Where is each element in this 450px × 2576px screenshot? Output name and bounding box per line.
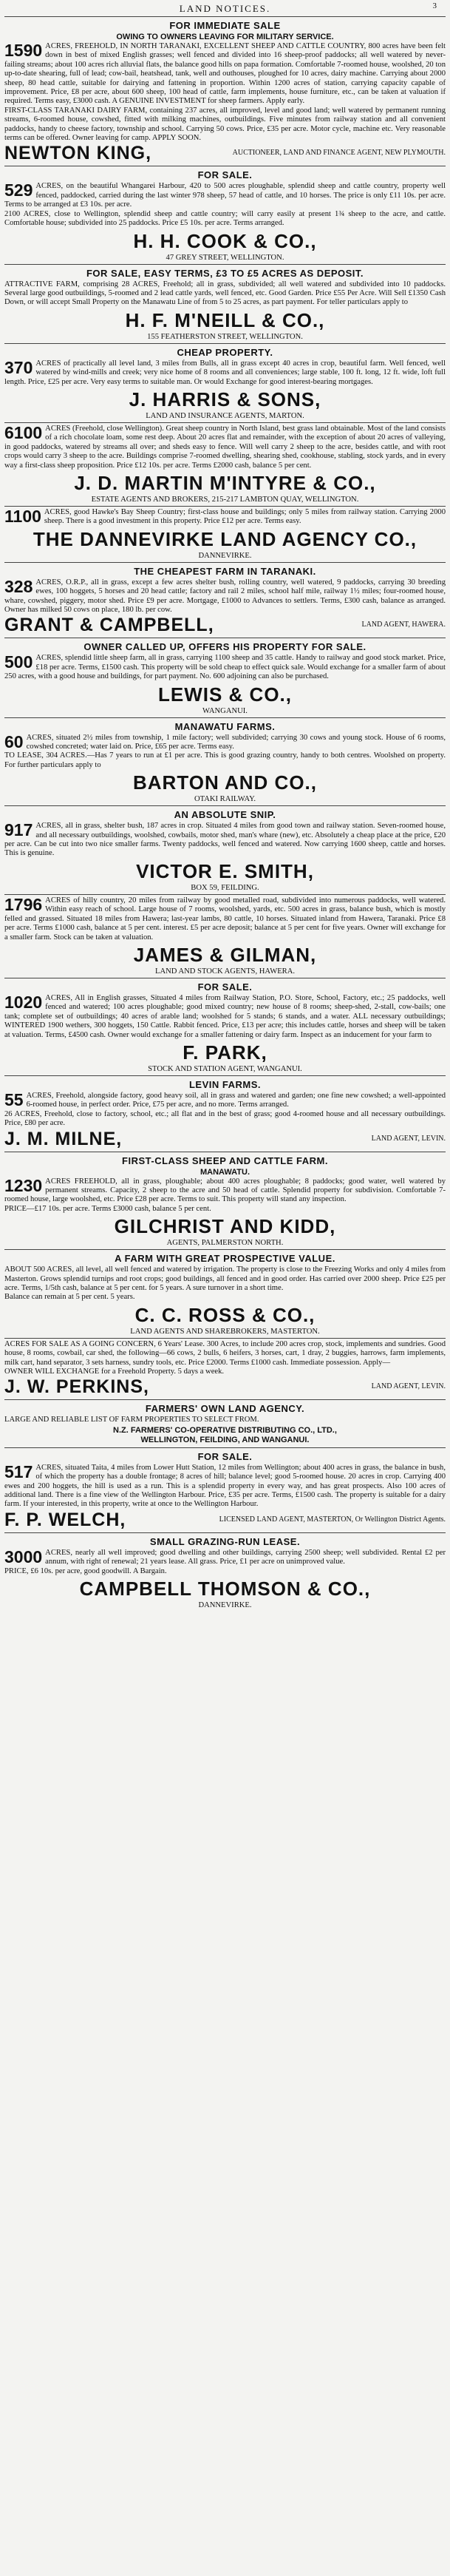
agent-name: GILCHRIST AND KIDD,	[114, 1215, 336, 1238]
agent-name: VICTOR E. SMITH,	[136, 859, 314, 882]
ad-heading: FOR SALE.	[197, 169, 253, 181]
ad-body	[4, 359, 446, 387]
ad-body	[4, 654, 446, 681]
agent-name: F. P. WELCH,	[4, 1509, 126, 1530]
ad-body	[4, 1089, 446, 1110]
ad-acreage: 1590	[4, 41, 43, 60]
agent-address: AGENTS, PALMERSTON NORTH.	[166, 1239, 284, 1248]
agent-address: LAND AGENT, HAWERA.	[361, 621, 446, 629]
agent-address: DANNEVIRKE.	[198, 1601, 252, 1610]
agent-name: J. D. MARTIN M'INTYRE & CO.,	[74, 471, 376, 494]
land-advertisement	[4, 506, 446, 562]
ad-acreage: 500	[4, 652, 33, 672]
ad-extra: N.Z. FARMERS' CO-OPERATIVE DISTRIBUTING CO., LTD.,	[113, 1425, 337, 1435]
agent-address: OTAKI RAILWAY.	[194, 795, 256, 804]
ad-body	[4, 1546, 446, 1567]
ad-extra: PRICE, £6 10s. per acre, good goodwill. A Bargain.	[4, 1566, 167, 1575]
ad-text: ACRES FREEHOLD, all in grass, ploughable; about 400 acres ploughable; 8 paddocks; good water, well watered by permanent streams. Capacity, 2 sheep to the acre and 50 head of cattle. Splendid property for subdivision. Comfortable 7-roomed house, large woolshed, etc. Price £28 per acre. Terms to suit. This property will stand any inspection.	[4, 1177, 446, 1204]
agent-address: DANNEVIRKE.	[198, 551, 252, 560]
ad-extra: 26 ACRES, Freehold, close to factory, school, etc.; all flat and in the best of grass; good 4-roomed house and all necessary outbuildings. Price, £80 per acre.	[4, 1109, 446, 1128]
ad-extra: TO LEASE, 304 ACRES.—Has 7 years to run at £1 per acre. This is good grazing country, handy to both centres. Woolshed on property. For further particulars apply to	[4, 751, 446, 769]
ad-acreage: 370	[4, 357, 33, 377]
ad-body	[4, 731, 446, 752]
agent-address: LAND AND INSURANCE AGENTS, MARTON.	[146, 411, 304, 420]
agent-address: LAND AGENTS AND SHAREBROKERS, MASTERTON.	[130, 1327, 320, 1336]
ad-acreage: 1230	[4, 1175, 43, 1195]
ad-text: ATTRACTIVE FARM, comprising 28 ACRES, Freehold; all in grass, subdivided; all well watered and subdivided into 10 paddocks. Several large good outbuildings, 5-roomed and 2 lead cattle yards, well fenced, etc. Good Garden. Price £55 Per Acre. Will Sell £1350 Cash Down, or will accept Small Property on the Manawatu Line of from 5 to 25 acres, as part payment. For teller particulars apply to	[4, 280, 446, 307]
ad-heading: FIRST-CLASS SHEEP AND CATTLE FARM.	[122, 1155, 328, 1166]
agent-name: H. H. COOK & CO.,	[133, 229, 317, 252]
ad-body	[4, 1177, 446, 1205]
ad-body	[4, 578, 446, 615]
ad-acreage: 1796	[4, 894, 43, 914]
ad-text: ABOUT 500 ACRES, all level, all well fenced and watered by irrigation. The property is close to the Freezing Works and only 4 miles from Masterton. Grows splendid turnips and root crops; good buildings, all fenced and in good order. Has carried over 2000 sheep. Price £25 per acre. Terms, 1/5th cash, balance at 5 per cent. for 5 years. A sure turnover in a short time.	[4, 1265, 446, 1292]
ad-heading: SMALL GRAZING-RUN LEASE.	[149, 1535, 301, 1547]
agent-address: WANGANUI.	[202, 706, 248, 715]
land-advertisement	[4, 166, 446, 263]
ad-acreage: 1100	[4, 506, 41, 526]
agent-name: J. M. MILNE,	[4, 1128, 123, 1149]
ad-extra: FIRST-CLASS TARANAKI DAIRY FARM, containing 237 acres, all improved, level and good land; well watered by permanent running streams, 6-roomed house, cowshed, fitted with milking machines, outbuildings. Five minutes from railway station and all convenient paddocks, handy to cheese factory, township and school. Carrying 50 cows. Price, £35 per acre. Motor cycle, machine etc. Very reasonable terms can be offered. Owner leaving for camp. APPLY SOON.	[4, 106, 446, 143]
ad-heading: LEVIN FARMS.	[188, 1078, 261, 1090]
agent-address: ESTATE AGENTS AND BROKERS, 215-217 LAMBTON QUAY, WELLINGTON.	[91, 495, 359, 504]
agent-row	[4, 143, 446, 163]
ad-heading: FOR SALE, EASY TERMS, £3 TO £5 ACRES AS DEPOSIT.	[86, 267, 364, 279]
ad-text: LARGE AND RELIABLE LIST OF FARM PROPERTIES TO SELECT FROM.	[4, 1416, 259, 1424]
ad-text: ACRES FOR SALE AS A GOING CONCERN, 6 Years' Lease. 300 Acres, to include 200 acres crop, stock, implements and sundries. Good house, 8 rooms, cowbail, car shed, the following—66 cows, 2 bulls, 6 heifers, 3 horses, cart, 1 dray, 2 buggies, harrows, farm implements, milk cart, hand separator, 3 sets harness, sundry tools, etc. Price £2000. Terms £1000 cash. Immediate possession. Apply—	[4, 1339, 446, 1367]
ad-body	[4, 422, 446, 470]
ad-heading: AN ABSOLUTE SNIP.	[174, 809, 276, 821]
ad-text: ACRES, situated Taita, 4 miles from Lower Hutt Station, 12 miles from Wellington; about 400 acres in grass, the balance in bush, of which the property has a double frontage; 8 acres of hill; balance level; good 5-roomed house. 20 acres in crop. Carrying 400 ewes and 200 hoggets, the hill is used as a run. This is a splendid property in every way, and has great prospects. Also 100 acres of additional land. There is a fine view of the Wellington Harbour. Price, £35 per acre. Terms, £1500 cash. The property is suitable for a dairy farm. If your interested, in this property, write at once to the Wellington Harbour.	[4, 1463, 446, 1509]
agent-name: JAMES & GILMAN,	[133, 943, 317, 966]
agent-name: J. W. PERKINS,	[4, 1376, 149, 1398]
ad-heading: CHEAP PROPERTY.	[177, 346, 273, 358]
agent-address: BOX 59, FEILDING.	[191, 883, 259, 892]
ad-acreage: 917	[4, 820, 33, 840]
land-advertisement	[4, 1152, 446, 1250]
ad-heading: MANAWATU.	[200, 1167, 250, 1177]
ad-acreage: 60	[4, 731, 24, 751]
agent-row	[4, 1129, 446, 1149]
land-advertisement	[4, 16, 446, 166]
ad-body	[4, 280, 446, 308]
land-advertisement	[4, 422, 446, 506]
agent-row	[4, 615, 446, 635]
land-advertisement	[4, 1338, 446, 1400]
ad-heading: THE CHEAPEST FARM IN TARANAKI.	[134, 565, 316, 577]
ad-body	[4, 508, 446, 527]
land-advertisement	[4, 1532, 446, 1612]
newspaper-page	[4, 0, 446, 2576]
land-advertisement	[4, 562, 446, 638]
agent-name: THE DANNEVIRKE LAND AGENCY CO.,	[33, 527, 417, 550]
agent-name: C. C. ROSS & CO.,	[134, 1303, 316, 1326]
ad-extra: 2100 ACRES, close to Wellington, splendid sheep and cattle country; will carry easily at present 1¾ sheep to the acre, and cattle. Comfortable house; subdivided into 25 paddocks. Price £5 10s. per acre. Terms arranged.	[4, 209, 446, 228]
land-advertisement	[4, 1447, 446, 1532]
ad-acreage: 529	[4, 180, 33, 200]
masthead-title: LAND NOTICES.	[179, 3, 271, 14]
ad-text: ACRES, All in English grasses, Situated 4 miles from Railway Station, P.O. Store, School, Factory, etc.; 25 paddocks, well fenced and watered; 100 acres ploughable; good mixed country; new house of 8 rooms; sheep-shed, 2-stall, cow-bails; one tank; complete set of outbuildings; 40 acres of arable land; woolshed for 5 stands; 6 stands, and a water. ALL necessary outbuildings; WINTERED 1900 wethers, 300 hoggets, 150 Cattle. Rabbit fenced. Price, £13 per acre; this includes cattle, horses and sheep will be taken at valuation. Terms, £4500 cash. Owner would exchange for a smaller fattening or dairy farm. Inspect as an inducement for your farm to	[4, 993, 446, 1039]
agent-name: GRANT & CAMPBELL,	[4, 615, 214, 636]
ad-text: ACRES of hilly country, 20 miles from railway by good metalled road, subdivided into numerous paddocks, well watered. Within easy reach of school. Large house of 7 rooms, woolshed, yards, etc. 500 acres in grass, balance bush, which is mostly felled and grassed. Situated 18 miles from Hawera; last-year lambs, 80 cattle, 10 horses. Situated inland from Hawera, Taranaki. Price £8 per acre. Terms £1000 cash, balance at 5 per cent. interest. £5 per acre deposit; balance at 5 per cent for five years. Owner will exchange for a smaller farm. Stock can be taken at valuation.	[4, 896, 446, 942]
ad-text: ACRES, on the beautiful Whangarei Harbour, 420 to 500 acres ploughable, splendid sheep and cattle country, property well fenced, paddocked, carried during the last winter 978 sheep, 57 head of cattle, and 10 horses. The price is only £11 10s. per acre. Terms to be arranged at £3 10s. per acre.	[4, 182, 446, 209]
ad-body	[4, 994, 446, 1040]
ad-acreage: 55	[4, 1089, 24, 1109]
ad-heading: FOR SALE.	[197, 1450, 253, 1462]
ad-text: ACRES, FREEHOLD, IN NORTH TARANAKI, EXCELLENT SHEEP AND CATTLE COUNTRY, 800 acres have been felt down in best of mixed English grasses; well fenced and divided into 16 sheep-proof paddocks; all well watered by never-failing streams; about 100 acres rich alluvial flats, the balance good hills on papa formation. Comfortable 7-roomed house, woolshed, 20 ton up-to-date shearing, full of lead; cow-bail, heatshead, tank, well and outhouses, ploughed for 10 acres, dairy machine. Carrying about 2000 sheep, 80 head cattle, suitable for dairying and fattening in proportion. Within 1200 acres of station, carrying capacity capable of improvement. Price, £8 per acre, about 600 sheep, 100 head of cattle, farm implements, house furniture, etc., can be taken at valuation if required. Terms easy, £3000 cash. A GENUINE INVESTMENT for sheep farmers. Apply early.	[4, 42, 446, 106]
agent-name: NEWTON KING,	[4, 143, 152, 164]
agent-address: 47 GREY STREET, WELLINGTON.	[166, 253, 284, 262]
agent-address: LAND AND STOCK AGENTS, HAWERA.	[154, 967, 296, 976]
agent-name: CAMPBELL THOMSON & CO.,	[79, 1578, 371, 1600]
ad-body	[4, 1461, 446, 1510]
agent-name: H. F. M'NEILL & CO.,	[125, 308, 325, 331]
ad-extra: WELLINGTON, FEILDING, AND WANGANUI.	[140, 1435, 310, 1444]
agent-address: LAND AGENT, LEVIN.	[371, 1134, 446, 1143]
ad-extra: OWNER WILL EXCHANGE for a Freehold Property. 5 days a week.	[4, 1368, 225, 1376]
ad-acreage: 3000	[4, 1546, 43, 1566]
agent-name: F. PARK,	[183, 1041, 267, 1064]
agent-address: STOCK AND STATION AGENT, WANGANUI.	[148, 1064, 302, 1073]
ad-extra: Balance can remain at 5 per cent. 5 years.	[4, 1293, 135, 1302]
ad-acreage: 6100	[4, 422, 43, 442]
land-advertisement	[4, 894, 446, 978]
ad-body	[4, 896, 446, 942]
ad-body	[4, 42, 446, 107]
ads-column	[4, 16, 446, 1612]
agent-address: LAND AGENT, LEVIN.	[371, 1382, 446, 1391]
ad-acreage: 517	[4, 1461, 33, 1481]
ad-heading: FOR IMMEDIATE SALE	[169, 20, 281, 31]
land-advertisement	[4, 1075, 446, 1152]
ad-body	[4, 822, 446, 859]
ad-body	[4, 1340, 446, 1368]
ad-heading: FOR SALE.	[197, 981, 253, 993]
ad-acreage: 1020	[4, 992, 43, 1012]
land-advertisement	[4, 264, 446, 343]
ad-text: ACRES (Freehold, close Wellington). Great sheep country in North Island, best grass land obtainable. Most of the land consists of a rich chocolate loam, some rest deep. About 20 acres flat and remainder, with the exception of about 20 acres of valleying, in good paddocks, watered by streams all over; and sheds easy to fence. Will well carry 2 sheep to the acre, besides cattle, and with root crops would carry 3 sheep to the acre. Buildings comprise 7-roomed dwelling, shearing shed, cookhouse, stabling, stock yards, and in every way a first-class sheep proposition. Price £12 10s. per acre. Terms £2000 cash, balance 5 per cent.	[4, 424, 446, 470]
masthead	[4, 0, 446, 16]
land-advertisement	[4, 978, 446, 1075]
ad-heading: MANAWATU FARMS.	[174, 720, 276, 732]
agent-address: LICENSED LAND AGENT, MASTERTON, Or Wellington District Agents.	[219, 1515, 446, 1524]
land-advertisement	[4, 638, 446, 717]
agent-row	[4, 1510, 446, 1530]
ad-heading: OWNER CALLED UP, OFFERS HIS PROPERTY FOR SALE.	[83, 641, 367, 653]
land-advertisement	[4, 343, 446, 422]
ad-heading: OWING TO OWNERS LEAVING FOR MILITARY SERVICE.	[116, 33, 334, 41]
land-advertisement	[4, 1249, 446, 1338]
page-number: 3	[432, 1, 438, 10]
ad-body	[4, 182, 446, 209]
agent-name: LEWIS & CO.,	[158, 683, 292, 706]
ad-text: ACRES, nearly all well improved; good dwelling and other buildings, carrying 2500 sheep; well subdivided. Rental £2 per annum, with right of renewal; 21 years lease. All grass. Price, £1 per acre on unimproved value.	[45, 1548, 446, 1566]
ad-text: ACRES, all in grass, shelter bush, 187 acres in crop. Situated 4 miles from good town and railway station. Seven-roomed house, and all necessary outbuildings, woolshed, cowbails, motor shed, man's whare (new), etc. Absolutely a cheap place at the price, £20 per acre. Can be cut into two nice smaller farms. Twenty paddocks, well fenced and watered. Now carrying 1600 sheep, cattle and horses. This is genuine.	[4, 822, 446, 858]
ad-text: ACRES, splendid little sheep farm, all in grass, carrying 1100 sheep and 35 cattle. Handy to railway and good stock market. Price, £18 per acre. Terms, £1500 cash. This property will be sold cheap to effect quick sale. Would exchange for a smaller farm of about 250 acres, with a good house and buildings, for part payment. No. 600 adjoining can also be purchased.	[4, 654, 446, 681]
ad-extra: PRICE—£17 10s. per acre. Terms £3000 cash, balance 5 per cent.	[4, 1204, 211, 1213]
ad-text: ACRES of practically all level land, 3 miles from Bulls, all in grass except 40 acres in crop, beautiful farm. Well fenced, well watered by wind-mills and creek; very nice home of 8 rooms and all conveniences; large stable, 100 ft. long, 12 ft. wide, loft full length. Price, £25 per acre. Very easy terms to suitable man. Or would Exchange for good interest-bearing mortgages.	[4, 359, 446, 386]
ad-text: ACRES, good Hawke's Bay Sheep Country; first-class house and buildings; only 5 miles from railway station. Carrying 2000 sheep. There is a good investment in this property. Price £12 per acre. Terms easy.	[44, 507, 446, 526]
agent-name: BARTON AND CO.,	[133, 771, 317, 794]
land-advertisement	[4, 1399, 446, 1447]
ad-text: ACRES, Freehold, alongside factory, good heavy soil, all in grass and watered and garden; one fine new cowshed; a well-appointed 6-roomed house, in perfect order. Price, £75 per acre, and no more. Terms arranged.	[26, 1091, 446, 1109]
land-advertisement	[4, 805, 446, 894]
ad-acreage: 328	[4, 576, 33, 596]
agent-name: J. HARRIS & SONS,	[129, 388, 321, 410]
ad-body	[4, 1416, 446, 1424]
agent-address: 155 FEATHERSTON STREET, WELLINGTON.	[147, 332, 303, 341]
agent-row	[4, 1376, 446, 1397]
ad-heading: A FARM WITH GREAT PROSPECTIVE VALUE.	[115, 1253, 335, 1265]
agent-address: AUCTIONEER, LAND AND FINANCE AGENT, NEW PLYMOUTH.	[232, 149, 446, 158]
ad-body	[4, 1265, 446, 1293]
ad-heading: FARMERS' OWN LAND AGENCY.	[145, 1403, 305, 1415]
ad-text: ACRES, situated 2½ miles from township, 1 mile factory; well subdivided; carrying 30 cows and young stock. House of 6 rooms, cowshed concreted; water laid on. Price, £65 per acre. Terms easy.	[26, 733, 446, 751]
ad-text: ACRES, O.R.P., all in grass, except a few acres shelter bush, rolling country, well watered, 9 paddocks, carrying 30 breeding ewes, 100 hoggets, 5 horses and 20 head cattle; factory and rail 2 miles, school half mile, railway 1½ miles; four-roomed house, whare, cowshed, piggery, motor shed. Price £9 per acre. Mortgage, £1000 to Advances to settlers. Terms, £300 cash, balance as arranged. Owner has milked 50 cows on place, 180 lb. per cow.	[4, 578, 446, 614]
land-advertisement	[4, 717, 446, 806]
